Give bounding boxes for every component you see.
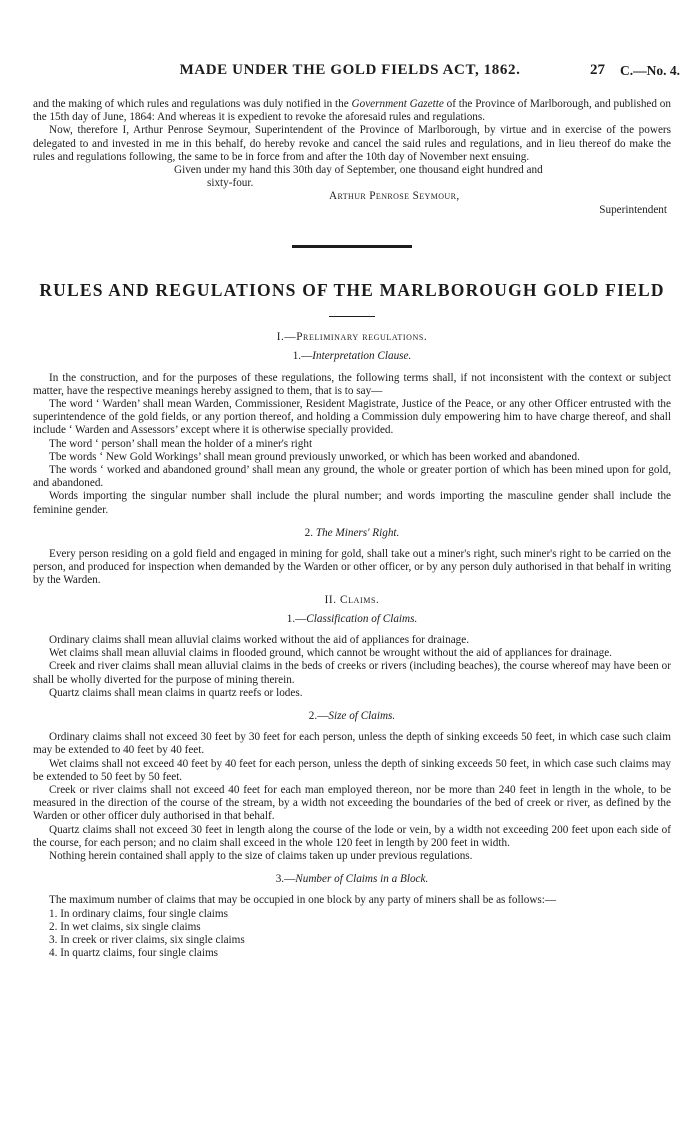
title-underline-rule <box>329 316 375 317</box>
paragraph: The word ‘ Warden’ shall mean Warden, Commissioner, Resident Magistrate, Justice of the Peace, or any other Officer entrusted with the superintendence of the gold fields, or any portion thereof, and holding a Commission duly empowering him to have charge thereof, and shall include ‘ Warden and Assessors’ except where it is otherwise specially provided. <box>33 397 671 437</box>
gazette-title: Government Gazette <box>351 98 444 110</box>
paragraph: Words importing the singular number shall include the plural number; and words importing the masculine gender shall include the feminine gender. <box>33 490 671 516</box>
document-title: RULES AND REGULATIONS OF THE MARLBOROUGH GOLD FIELD <box>39 279 665 300</box>
page-header <box>0 64 700 84</box>
running-head: MADE UNDER THE GOLD FIELDS ACT, 1862. <box>179 62 521 78</box>
paragraph: Ordinary claims shall not exceed 30 feet by 30 feet for each person, unless the depth of sinking exceeds 50 feet, in which case such claim may be extended to 40 feet by 40 feet. <box>33 731 671 757</box>
part-1-heading: I.—Preliminary regulations. <box>276 331 428 344</box>
list-item: 2. In wet claims, six single claims <box>49 920 201 933</box>
paragraph: Every person residing on a gold field and engaged in mining for gold, shall take out a miner's right, such miner's right to be carried on the person, and produced for inspection when demanded by the Warden or other officer, or by any person duly authorised in that behalf in writing by the Warden. <box>33 547 671 587</box>
signature-title: Superintendent <box>599 203 667 216</box>
given-under-hand-line-2: sixty-four. <box>207 177 254 190</box>
paragraph: Wet claims shall not exceed 40 feet by 40 feet for each person, unless the depth of sinking exceeds 50 feet, in which case such claims may be extended to 50 feet by 50 feet. <box>33 757 671 783</box>
paragraph: The words ‘ worked and abandoned ground’ shall mean any ground, the whole or greater portion of which has been mined upon for gold, and abandoned. <box>33 463 671 490</box>
list-item: 3. In creek or river claims, six single claims <box>49 934 245 947</box>
signature-name: Arthur Penrose Seymour, <box>329 190 460 203</box>
list-item: 4. In quartz claims, four single claims <box>49 947 219 960</box>
paragraph: Nothing herein contained shall apply to the size of claims taken up under previous regulations. <box>49 850 473 863</box>
part-1-section-2-heading: 2. The Miners' Right. <box>304 526 400 539</box>
paragraph: Ordinary claims shall mean alluvial claims worked without the aid of appliances for drainage. <box>49 633 470 646</box>
paragraph: Quartz claims shall not exceed 30 feet in length along the course of the lode or vein, by a width not exceeding 200 feet upon each side of the course, for each person; and no claim shall exceed in the whole 120 feet in length by 200 feet in width. <box>33 823 671 849</box>
paragraph: Tbe words ‘ New Gold Workings’ shall mean ground previously unworked, or which has been worked and abandoned. <box>49 450 580 463</box>
preamble-paragraph-2: Now, therefore I, Arthur Penrose Seymour, Superintendent of the Province of Marlborough, by virtue and in exercise of the powers delegated to and invested in me in this behalf, do hereby revoke and cancel the said rules and regulations, and in lieu thereof do make the rules and regulations following, the same to be in force from and after the 10th day of November next ensuing. <box>33 124 671 163</box>
page-number: 27 <box>590 62 605 78</box>
paragraph: Creek and river claims shall mean alluvial claims in the beds of creeks or rivers (including beaches), the course whereof may have been or shall be wholly diverted for the purpose of mining therein. <box>33 660 671 686</box>
preamble-paragraph-1: and the making of which rules and regulations was duly notified in the Government Gazette of the Province of Marlborough, and published on the 15th day of June, 1864: And whereas it is expedient to revoke the aforesaid rules and regulations. <box>33 98 671 124</box>
given-under-hand-line: Given under my hand this 30th day of September, one thousand eight hundred and <box>174 164 543 177</box>
paragraph: The word ‘ person’ shall mean the holder of a miner's right <box>49 437 313 450</box>
paragraph: Wet claims shall mean alluvial claims in flooded ground, which cannot be wrought without the aid of appliances for drainage. <box>49 647 612 660</box>
paragraph: The maximum number of claims that may be occupied in one block by any party of miners shall be as follows:— <box>49 894 557 907</box>
part-2-section-2-heading: 2.—Size of Claims. <box>308 710 396 722</box>
section-divider-rule <box>292 245 412 248</box>
page-body <box>33 98 671 960</box>
document-reference: C.—No. 4. <box>620 63 680 78</box>
part-1-section-1-heading: 1.—Interpretation Clause. <box>292 350 412 363</box>
paragraph: Quartz claims shall mean claims in quartz reefs or lodes. <box>49 686 303 699</box>
paragraph: In the construction, and for the purposes of these regulations, the following terms shall, if not inconsistent with the context or subject matter, have the respective meanings hereby assigned to them, that is to say— <box>33 371 671 397</box>
list-item: 1. In ordinary claims, four single claims <box>49 907 228 920</box>
part-2-heading: II. Claims. <box>324 593 380 606</box>
paragraph: Creek or river claims shall not exceed 40 feet for each man employed thereon, nor be more than 240 feet in length in the whole, to be measured in the direction of the course of the stream, by a width not exceeding the boundaries of the bed of creek or river, as defined by the Warden or other officer duly authorised in that behalf. <box>33 784 671 823</box>
part-2-section-1-heading: 1.—Classification of Claims. <box>286 612 418 625</box>
part-2-section-3-heading: 3.—Number of Claims in a Block. <box>275 873 429 886</box>
